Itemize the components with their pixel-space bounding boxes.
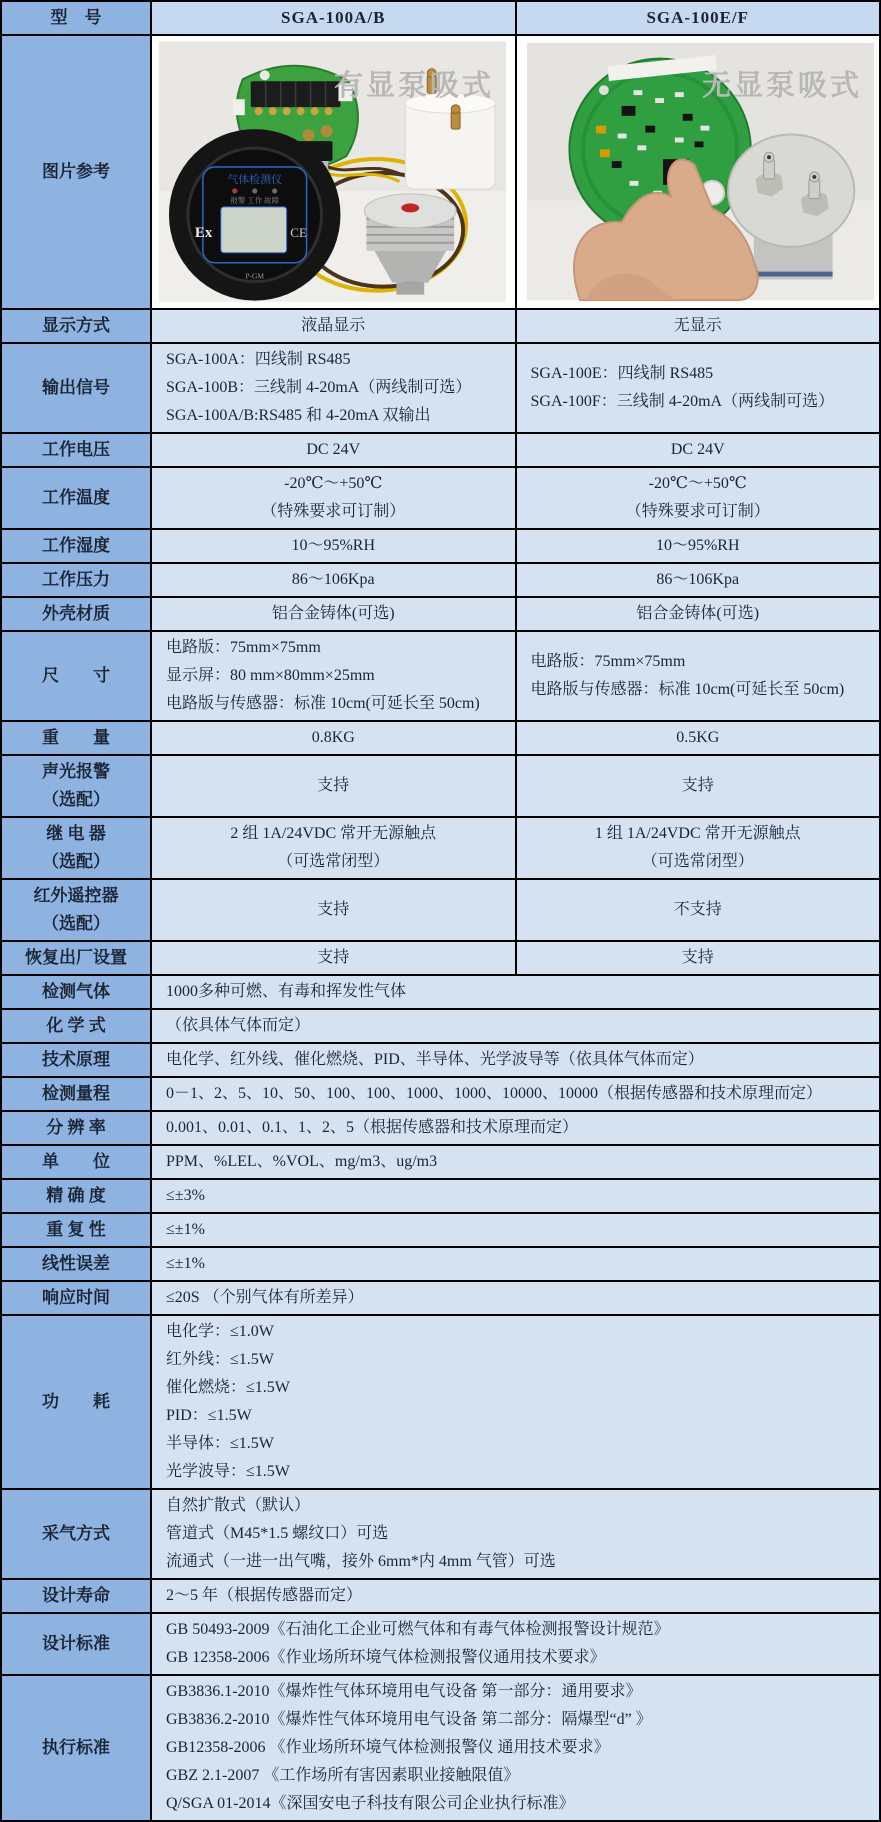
spec-row-label: 重 复 性: [2, 1214, 152, 1246]
spec-row-label: 分 辨 率: [2, 1112, 152, 1144]
spec-value-cell: 2 组 1A/24VDC 常开无源触点 （可选常闭型）: [152, 818, 515, 878]
spec-value-cell: ≤±1%: [152, 1214, 879, 1246]
spec-row-label: 检测气体: [2, 976, 152, 1008]
spec-value-cell: 0.001、0.01、0.1、1、2、5（根据传感器和技术原理而定）: [152, 1112, 879, 1144]
spec-value-cell: 支持: [152, 942, 515, 974]
photo-cell-right: [515, 36, 879, 308]
ex-mark-text: Ex: [194, 224, 213, 241]
spec-row-label: 单 位: [2, 1146, 152, 1178]
spec-value-cell: 电路版：75mm×75mm 电路版与传感器：标准 10cm(可延长至 50cm): [515, 632, 880, 720]
spec-row: [2, 1316, 879, 1490]
image-reference-row: [2, 36, 879, 310]
spec-row: [2, 1010, 879, 1044]
spec-value-cell: 86～106Kpa: [152, 564, 515, 596]
spec-row-label: 执行标准: [2, 1676, 152, 1820]
header-model-ef: SGA-100E/F: [515, 2, 880, 34]
spec-row-label: 响应时间: [2, 1282, 152, 1314]
header-model-label: 型 号: [2, 2, 152, 34]
spec-value-cell: 支持: [515, 942, 880, 974]
spec-row-label: 精 确 度: [2, 1180, 152, 1212]
spec-row-label: 工作湿度: [2, 530, 152, 562]
spec-value-cell: 电路版：75mm×75mm 显示屏：80 mm×80mm×25mm 电路版与传感器：标准 10cm(可延长至 50cm): [152, 632, 515, 720]
spec-row-label: 设计标准: [2, 1614, 152, 1674]
metal-sensor-disk: [728, 135, 854, 247]
spec-value-cell: 86～106Kpa: [515, 564, 880, 596]
spec-value-cell: 0.8KG: [152, 722, 515, 754]
spec-row-label: 设计寿命: [2, 1580, 152, 1612]
spec-value-cell: ≤20S （个别气体有所差异）: [152, 1282, 879, 1314]
header-row: [2, 2, 879, 36]
spec-value-cell: ≤±1%: [152, 1248, 879, 1280]
spec-row-label: 显示方式: [2, 310, 152, 342]
photo-cell-left: [152, 36, 515, 308]
spec-value-cell: 不支持: [515, 880, 880, 940]
spec-value-cell: ≤±3%: [152, 1180, 879, 1212]
spec-row: [2, 818, 879, 880]
spec-row: [2, 942, 879, 976]
spec-row: [2, 344, 879, 434]
spec-row: [2, 1214, 879, 1248]
spec-row: [2, 1180, 879, 1214]
spec-value-cell: GB 50493-2009《石油化工企业可燃气体和有毒气体检测报警设计规范》 GB 12358-2006《作业场所环境气体检测报警仪通用技术要求》: [152, 1614, 879, 1674]
ce-mark-text: CE: [290, 224, 307, 240]
spec-row-label: 继 电 器 （选配）: [2, 818, 152, 878]
spec-value-cell: -20℃～+50℃ （特殊要求可订制）: [152, 468, 515, 528]
spec-value-cell: GB3836.1-2010《爆炸性气体环境用电气设备 第一部分：通用要求》 GB3836.2-2010《爆炸性气体环境用电气设备 第二部分：隔爆型“d” 》 GB12358-2006 《作业场所环境气体检测报警仪 通用技术要求》 GBZ 2.1-2007 《工作场所有害因素职业接触限值》 Q/SGA 01-2014《深国安电子科技有限公司企业执行标准》: [152, 1676, 879, 1820]
spec-row: [2, 1146, 879, 1180]
spec-row-label: 工作压力: [2, 564, 152, 596]
spec-row: [2, 880, 879, 942]
spec-row: [2, 564, 879, 598]
spec-row-label: 功 耗: [2, 1316, 152, 1488]
spec-row: [2, 468, 879, 530]
spec-value-cell: 液晶显示: [152, 310, 515, 342]
spec-value-cell: 支持: [152, 880, 515, 940]
product-photo-with-display: [159, 41, 506, 302]
spec-row: [2, 1614, 879, 1676]
spec-value-cell: 0.5KG: [515, 722, 880, 754]
spec-value-cell: PPM、%LEL、%VOL、mg/m3、ug/m3: [152, 1146, 879, 1178]
spec-row: [2, 1490, 879, 1580]
spec-value-cell: DC 24V: [152, 434, 515, 466]
spec-row: [2, 310, 879, 344]
spec-value-cell: 无显示: [515, 310, 880, 342]
gauge-indicator-labels: 报警 工作 故障: [230, 195, 279, 205]
product-photo-no-display: [527, 41, 874, 302]
spec-row: [2, 756, 879, 818]
spec-row: [2, 1078, 879, 1112]
spec-value-cell: DC 24V: [515, 434, 880, 466]
spec-row: [2, 976, 879, 1010]
spec-row: [2, 1282, 879, 1316]
spec-row: [2, 1112, 879, 1146]
spec-row-label: 技术原理: [2, 1044, 152, 1076]
image-row-label: 图片参考: [2, 36, 152, 308]
spec-value-cell: -20℃～+50℃ （特殊要求可订制）: [515, 468, 880, 528]
spec-row-label: 声光报警 （选配）: [2, 756, 152, 816]
spec-row: [2, 1676, 879, 1820]
spec-value-cell: 10～95%RH: [152, 530, 515, 562]
spec-row: [2, 530, 879, 564]
spec-value-cell: 1000多种可燃、有毒和挥发性气体: [152, 976, 879, 1008]
spec-value-cell: 铝合金铸体(可选): [152, 598, 515, 630]
spec-row-label: 采气方式: [2, 1490, 152, 1578]
header-model-ab: SGA-100A/B: [152, 2, 515, 34]
gauge-title-text: 气体检测仪: [227, 173, 283, 186]
spec-value-cell: 1 组 1A/24VDC 常开无源触点 （可选常闭型）: [515, 818, 880, 878]
spec-row: [2, 722, 879, 756]
spec-row-label: 尺 寸: [2, 632, 152, 720]
spec-row-label: 工作电压: [2, 434, 152, 466]
spec-value-cell: 支持: [152, 756, 515, 816]
spec-value-cell: 自然扩散式（默认） 管道式（M45*1.5 螺纹口）可选 流通式（一进一出气嘴，接外 6mm*内 4mm 气管）可选: [152, 1490, 879, 1578]
spec-value-cell: 2～5 年（根据传感器而定）: [152, 1580, 879, 1612]
spec-value-cell: 电化学、红外线、催化燃烧、PID、半导体、光学波导等（依具体气体而定）: [152, 1044, 879, 1076]
spec-value-cell: 支持: [515, 756, 880, 816]
watermark-left: 有显泵吸式: [333, 70, 494, 102]
spec-value-cell: 电化学：≤1.0W 红外线：≤1.5W 催化燃烧：≤1.5W PID：≤1.5W 半导体：≤1.5W 光学波导：≤1.5W: [152, 1316, 879, 1488]
spec-value-cell: （依具体气体而定）: [152, 1010, 879, 1042]
spec-row-label: 红外遥控器 （选配）: [2, 880, 152, 940]
spec-row: [2, 434, 879, 468]
spec-value-cell: 10～95%RH: [515, 530, 880, 562]
spec-row-label: 重 量: [2, 722, 152, 754]
spec-row-label: 工作温度: [2, 468, 152, 528]
spec-row: [2, 1044, 879, 1078]
spec-value-cell: SGA-100E：四线制 RS485 SGA-100F：三线制 4-20mA（两线制可选）: [515, 344, 880, 432]
pgm-text: P-GM: [245, 271, 265, 281]
spec-row: [2, 598, 879, 632]
spec-row-label: 化 学 式: [2, 1010, 152, 1042]
watermark-right: 无显泵吸式: [701, 70, 862, 102]
gauge-device: [169, 129, 341, 301]
spec-rows: [2, 310, 879, 1820]
spec-row: [2, 1248, 879, 1282]
spec-row-label: 输出信号: [2, 344, 152, 432]
spec-row-label: 线性误差: [2, 1248, 152, 1280]
spec-row: [2, 632, 879, 722]
spec-row-label: 检测量程: [2, 1078, 152, 1110]
spec-row-label: 恢复出厂设置: [2, 942, 152, 974]
spec-value-cell: SGA-100A：四线制 RS485 SGA-100B：三线制 4-20mA（两线制可选） SGA-100A/B:RS485 和 4-20mA 双输出: [152, 344, 515, 432]
spec-value-cell: 铝合金铸体(可选): [515, 598, 880, 630]
spec-row-label: 外壳材质: [2, 598, 152, 630]
spec-value-cell: 0－1、2、5、10、50、100、100、1000、1000、10000、10000（根据传感器和技术原理而定）: [152, 1078, 879, 1110]
spec-row: [2, 1580, 879, 1614]
